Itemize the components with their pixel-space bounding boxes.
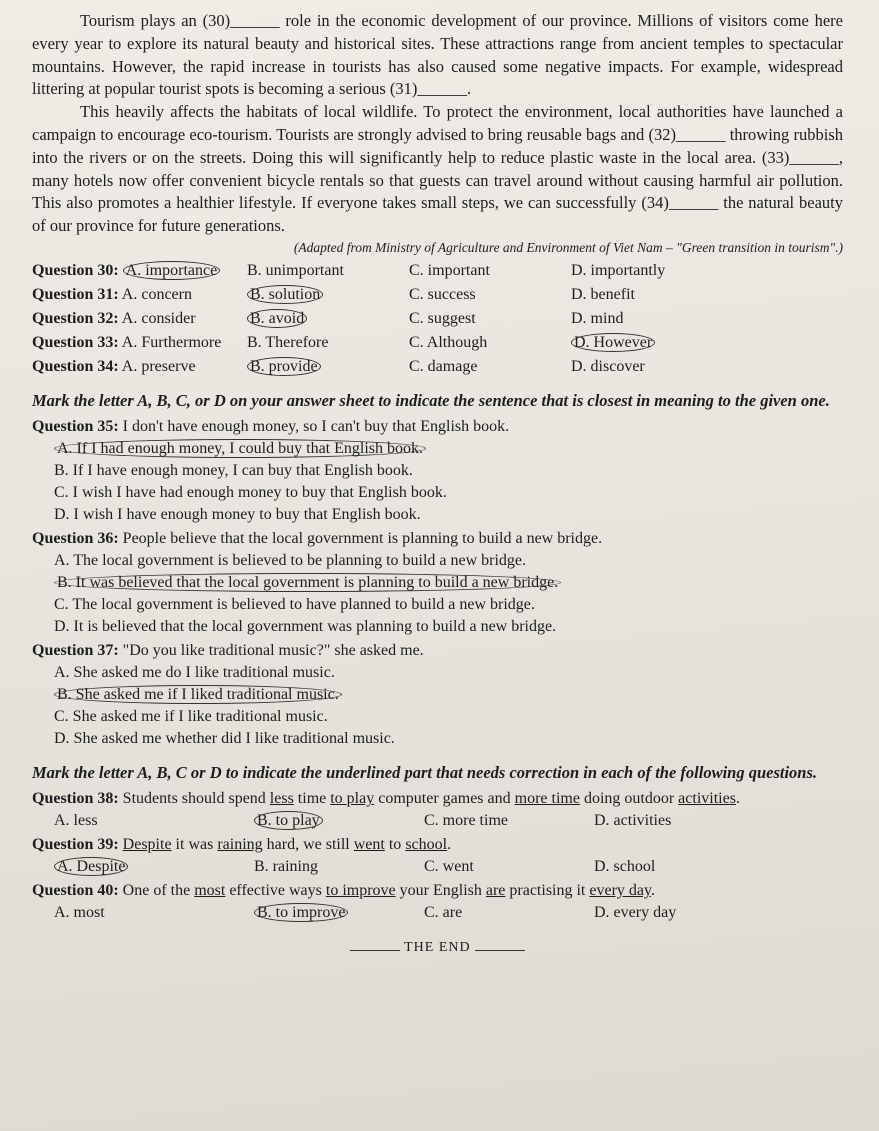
question-text: I don't have enough money, so I can't buy that English book. (122, 417, 510, 435)
answer-option[interactable]: B. unimportant (247, 261, 344, 279)
answer-option[interactable]: A. Furthermore (121, 333, 222, 351)
underlined-part: every day (589, 881, 651, 899)
answer-option[interactable]: D. I wish I have enough money to buy that English book. (54, 505, 421, 523)
question-label: Question 39: (32, 835, 119, 853)
question-38 (32, 790, 843, 830)
question-label: Question 30: (32, 261, 119, 279)
answer-option[interactable]: D. discover (571, 357, 645, 375)
question-text: to (384, 835, 406, 853)
question-label: Question 34: (32, 357, 119, 375)
answer-option[interactable]: B. If I have enough money, I can buy that English book. (54, 461, 413, 479)
question-text: practising it (505, 881, 590, 899)
answer-option[interactable]: C. went (424, 857, 474, 875)
answer-option[interactable]: C. are (424, 903, 463, 921)
section-instruction: Mark the letter A, B, C, or D on your answer sheet to indicate the sentence that is closest in meaning to the given one. (32, 390, 830, 410)
underlined-part: are (485, 881, 506, 899)
question-text: . (735, 789, 740, 807)
underlined-part: raining (217, 835, 263, 853)
cloze-questions (32, 262, 843, 376)
answer-option[interactable]: C. damage (409, 357, 478, 375)
question-text: . (650, 881, 655, 899)
answer-option[interactable]: C. important (409, 261, 490, 279)
underlined-part: to play (330, 789, 375, 807)
answer-option[interactable]: D. mind (571, 309, 624, 327)
underlined-part: to improve (325, 881, 396, 899)
question-37 (32, 642, 843, 748)
answer-option[interactable]: C. more time (424, 811, 508, 829)
answer-option[interactable]: B. solution (247, 285, 323, 304)
end-rule-right (475, 936, 525, 951)
answer-option[interactable]: B. avoid (247, 309, 307, 328)
question-text: One of the (122, 881, 195, 899)
question-39 (32, 836, 843, 876)
question-text: People believe that the local government is planning to build a new bridge. (122, 529, 603, 547)
passage-paragraph-2: This heavily affects the habitats of local wildlife. To protect the environment, local authorities have launched a campaign to encourage eco-tourism. Tourists are strongly advised to bring reusable bags and (32)______ throwing rubbish into the rivers or on the streets. Doing this will significantly help to reduce plastic waste in the local area. (33)______, many hotels now offer convenient bicycle rentals so that guests can travel around without causing harmful air pollution. This also promotes a healthier lifestyle. If everyone takes small steps, we can successfully (34)______ the natural beauty of our province for future generations. (32, 102, 843, 236)
end-rule-left (350, 936, 400, 951)
section-instruction: Mark the letter A, B, C or D to indicate the underlined part that needs correction in each of the following questions. (32, 762, 818, 782)
answer-option[interactable]: D. benefit (571, 285, 635, 303)
answer-option[interactable]: D. every day (594, 903, 677, 921)
answer-option[interactable]: D. activities (594, 811, 672, 829)
question-40 (32, 882, 843, 922)
question-text: . (447, 835, 452, 853)
answer-option[interactable]: A. importance (123, 261, 221, 280)
question-label: Question 37: (32, 641, 119, 659)
passage-paragraph-1: Tourism plays an (30)______ role in the economic development of our province. Millions of visitors come here every year to explore its natural beauty and historical sites. These attractions range from ancient temples to spectacular mountains. However, the rapid increase in tourists has also caused some negative impacts. For example, widespread littering at popular tourist spots is becoming a serious (31)______. (32, 11, 843, 99)
question-text: "Do you like traditional music?" she asked me. (122, 641, 424, 659)
answer-option[interactable]: B. It was believed that the local government is planning to build a new bridge. (54, 573, 561, 592)
question-36 (32, 530, 843, 636)
passage-source: (Adapted from Ministry of Agriculture and Environment of Viet Nam – "Green transition in tourism".) (293, 239, 843, 255)
answer-option[interactable]: A. preserve (121, 357, 196, 375)
question-text: time (293, 789, 331, 807)
answer-option[interactable]: C. I wish I have had enough money to buy that English book. (54, 483, 447, 501)
question-text: effective ways (225, 881, 326, 899)
answer-option[interactable]: A. most (54, 903, 105, 921)
answer-option[interactable]: D. She asked me whether did I like traditional music. (54, 729, 395, 747)
question-label: Question 31: (32, 285, 119, 303)
underlined-part: most (194, 881, 226, 899)
underlined-part: Despite (122, 835, 172, 853)
question-text: it was (171, 835, 218, 853)
underlined-part: went (353, 835, 385, 853)
end-text: THE END (404, 939, 471, 955)
underlined-part: school (405, 835, 448, 853)
underlined-part: activities (678, 789, 736, 807)
answer-option[interactable]: C. Although (409, 333, 488, 351)
answer-option[interactable]: B. to play (254, 811, 323, 830)
question-text: your English (395, 881, 486, 899)
end-marker (32, 936, 843, 956)
answer-option[interactable]: A. Despite (54, 857, 128, 876)
question-label: Question 36: (32, 529, 119, 547)
answer-option[interactable]: B. Therefore (247, 333, 329, 351)
question-text: doing outdoor (579, 789, 679, 807)
answer-option[interactable]: C. She asked me if I like traditional music. (54, 707, 328, 725)
answer-option[interactable]: C. success (409, 285, 476, 303)
answer-option[interactable]: D. However (571, 333, 655, 352)
answer-option[interactable]: A. She asked me do I like traditional music. (54, 663, 335, 681)
answer-option[interactable]: A. The local government is believed to be planning to build a new bridge. (54, 551, 527, 569)
answer-option[interactable]: A. consider (121, 309, 196, 327)
question-text: Students should spend (122, 789, 270, 807)
underlined-part: less (269, 789, 294, 807)
answer-option[interactable]: A. less (54, 811, 98, 829)
question-label: Question 32: (32, 309, 119, 327)
answer-option[interactable]: B. raining (254, 857, 318, 875)
answer-option[interactable]: C. The local government is believed to have planned to build a new bridge. (54, 595, 535, 613)
answer-option[interactable]: B. to improve (254, 903, 348, 922)
underlined-part: more time (514, 789, 580, 807)
question-label: Question 40: (32, 881, 119, 899)
answer-option[interactable]: A. If I had enough money, I could buy that English book. (54, 439, 426, 458)
answer-option[interactable]: B. provide (247, 357, 321, 376)
question-label: Question 38: (32, 789, 119, 807)
answer-option[interactable]: C. suggest (409, 309, 476, 327)
answer-option[interactable]: D. It is believed that the local government was planning to build a new bridge. (54, 617, 557, 635)
answer-option[interactable]: D. school (594, 857, 656, 875)
question-text: computer games and (374, 789, 515, 807)
answer-option[interactable]: B. She asked me if I liked traditional music. (54, 685, 342, 704)
question-35 (32, 418, 843, 524)
answer-option[interactable]: D. importantly (571, 261, 666, 279)
question-label: Question 35: (32, 417, 119, 435)
question-label: Question 33: (32, 333, 119, 351)
answer-option[interactable]: A. concern (121, 285, 192, 303)
question-text: hard, we still (262, 835, 354, 853)
